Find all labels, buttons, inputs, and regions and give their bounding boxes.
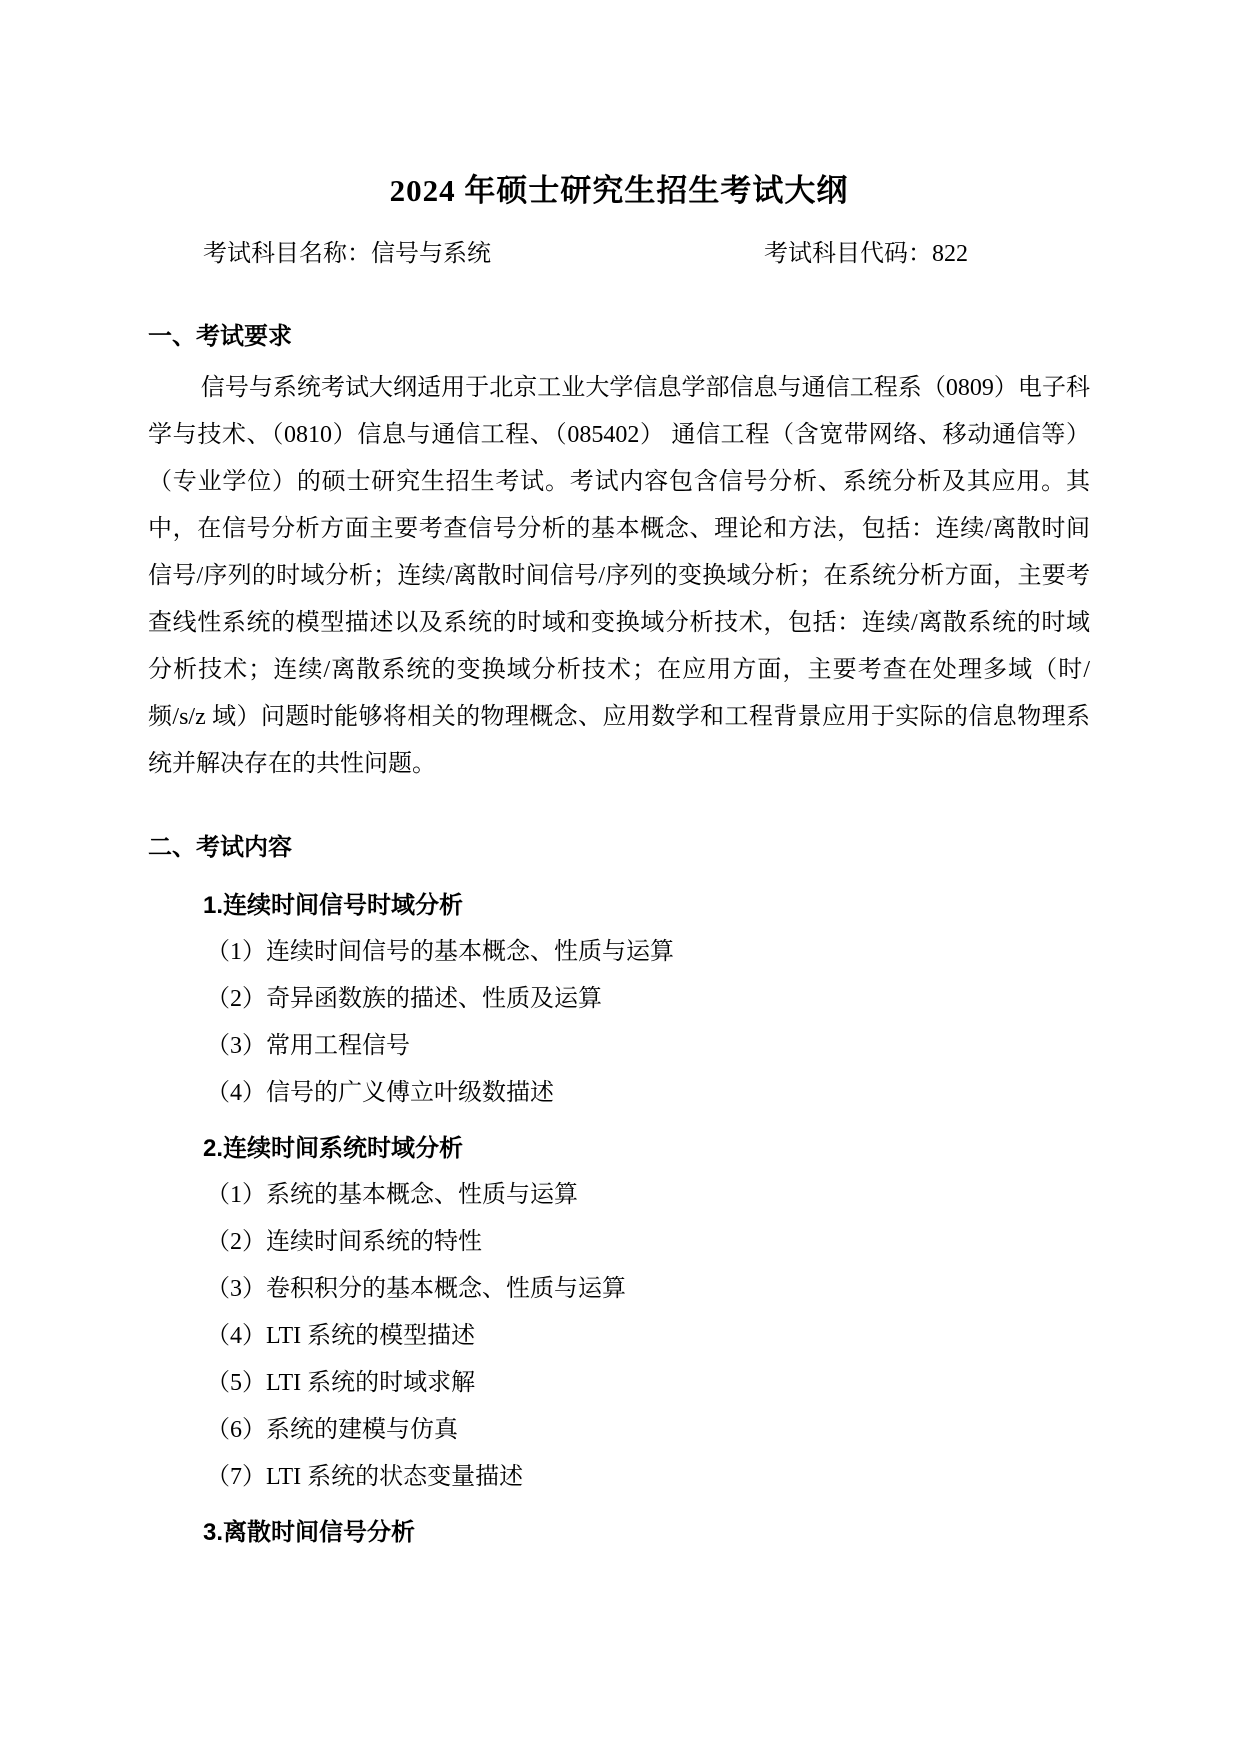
topic-item: （3）卷积积分的基本概念、性质与运算 (206, 1276, 626, 1302)
subject-name-value: 信号与系统 (371, 241, 491, 267)
subject-code (764, 238, 968, 271)
section-heading-exam-requirements: 一、考试要求 (148, 323, 292, 350)
topic-title: 2.连续时间系统时域分析 (203, 1135, 464, 1162)
topic-item: （1）连续时间信号的基本概念、性质与运算 (206, 939, 674, 965)
exam-requirements-paragraph: 信号与系统考试大纲适用于北京工业大学信息学部信息与通信工程系（0809）电子科学与技术、（0810）信息与通信工程、（085402） 通信工程（含宽带网络、移动通信等）（专业学位）的硕士研究生招生考试。考试内容包含信号分析、系统分析及其应用。其中，在信号分析方面主要考查信号分析的基本概念、理论和方法，包括：连续/离散时间信号/序列的时域分析；连续/离散时间信号/序列的变换域分析；在系统分析方面，主要考查线性系统的模型描述以及系统的时域和变换域分析技术，包括：连续/离散系统的时域分析技术；连续/离散系统的变换域分析技术；在应用方面，主要考查在处理多域（时/频/s/z 域）问题时能够将相关的物理概念、应用数学和工程背景应用于实际的信息物理系统并解决存在的共性问题。 (148, 375, 1090, 777)
topic-item: （1）系统的基本概念、性质与运算 (206, 1182, 578, 1208)
subject-code-label: 考试科目代码： (764, 241, 932, 267)
topic-title: 3.离散时间信号分析 (203, 1519, 416, 1546)
topic-item: （3）常用工程信号 (206, 1033, 410, 1059)
topic-item: （2）连续时间系统的特性 (206, 1229, 482, 1255)
topic-item: （4）信号的广义傅立叶级数描述 (206, 1080, 554, 1106)
subject-code-value: 822 (932, 241, 968, 267)
subject-row (148, 238, 1090, 271)
topic-item: （2）奇异函数族的描述、性质及运算 (206, 986, 602, 1012)
topic-item: （4）LTI 系统的模型描述 (206, 1323, 476, 1349)
subject-name (203, 238, 491, 271)
topic-title: 1.连续时间信号时域分析 (203, 892, 464, 919)
topic-continuous-time-system (148, 1125, 1090, 1501)
topic-continuous-time-signal (148, 882, 1090, 1117)
page-title: 2024 年硕士研究生招生考试大纲 (389, 173, 849, 208)
section-heading-exam-content: 二、考试内容 (148, 834, 292, 861)
topic-item: （6）系统的建模与仿真 (206, 1417, 458, 1443)
subject-name-label: 考试科目名称： (203, 241, 371, 267)
topic-discrete-time-signal (148, 1509, 1090, 1556)
topic-item: （7）LTI 系统的状态变量描述 (206, 1464, 524, 1490)
topic-item: （5）LTI 系统的时域求解 (206, 1370, 476, 1396)
